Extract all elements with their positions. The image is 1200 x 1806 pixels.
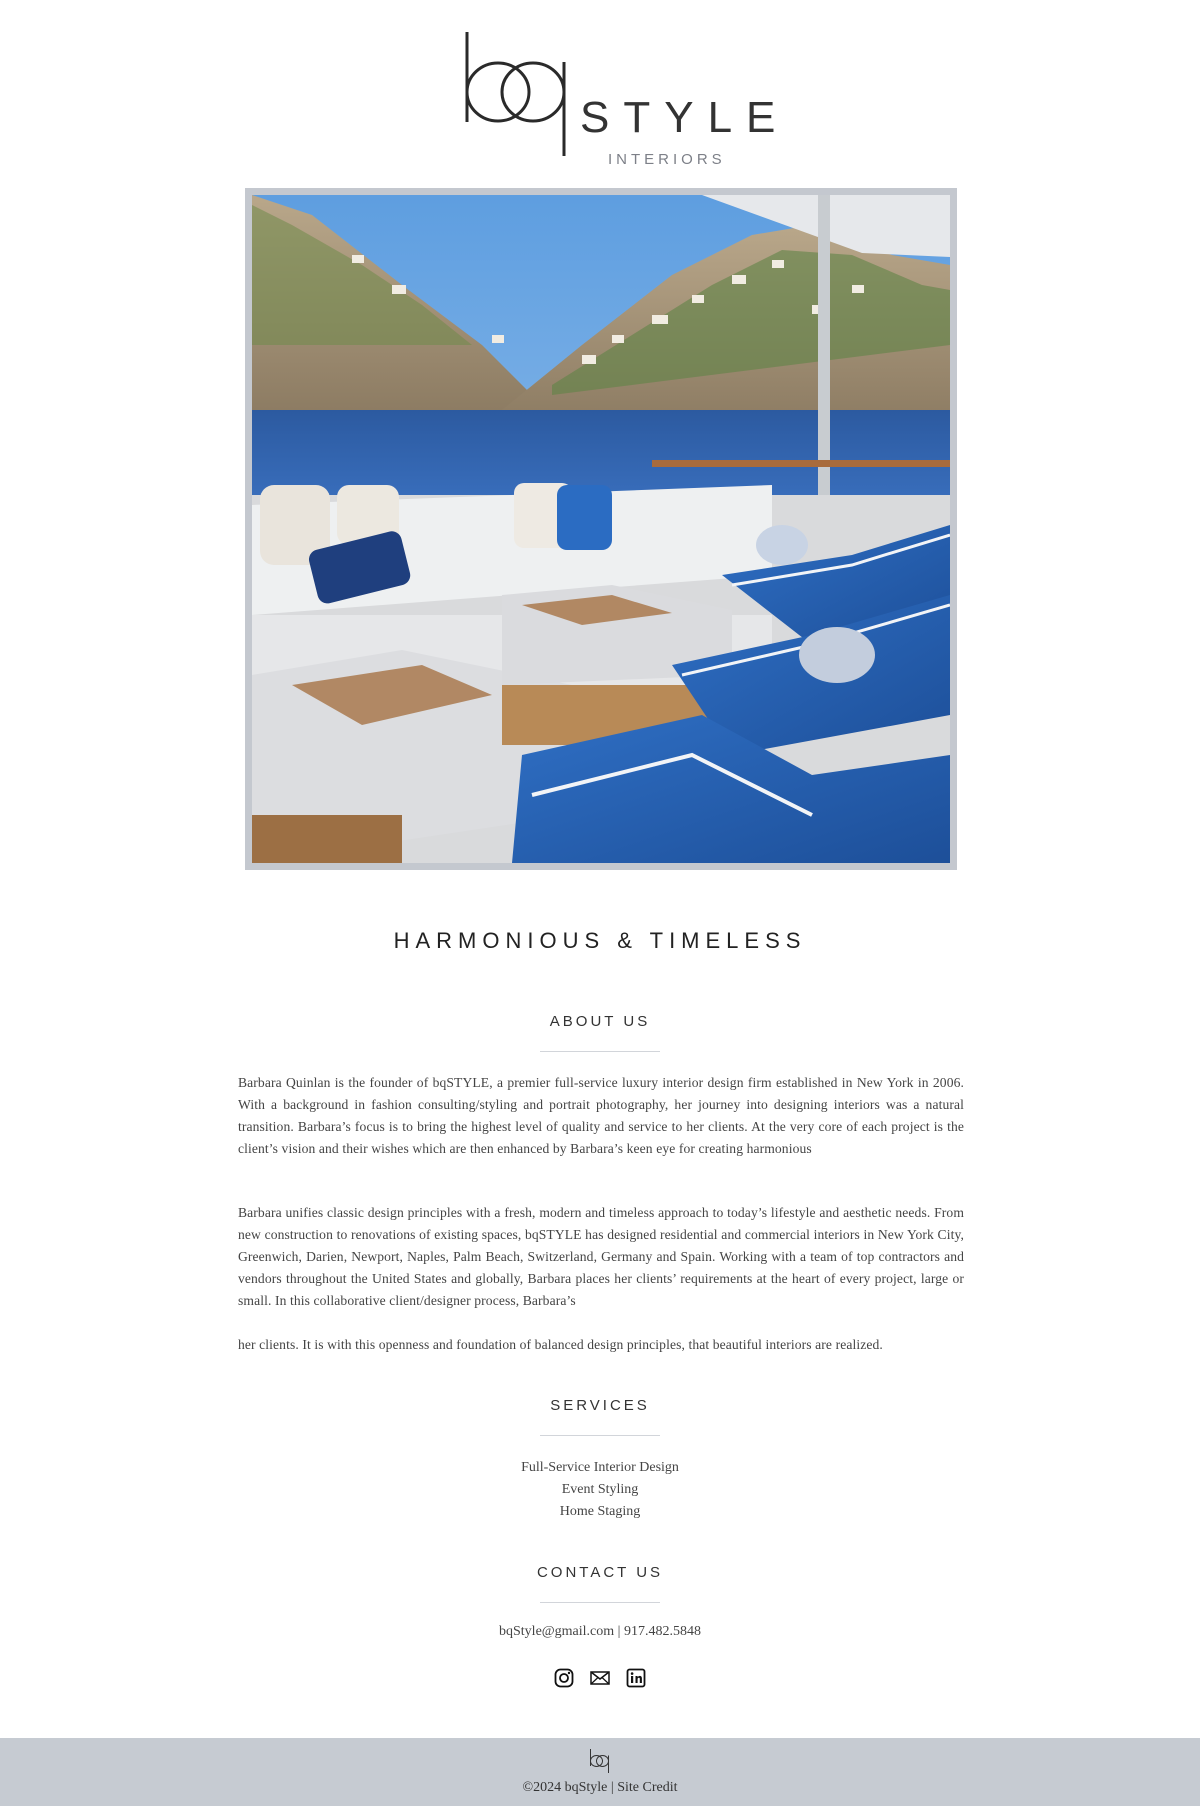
about-divider: [540, 1051, 660, 1052]
site-footer: [0, 1738, 1200, 1806]
services-list: [0, 1457, 1200, 1523]
service-item: Full-Service Interior Design: [521, 1460, 679, 1475]
instagram-link[interactable]: [554, 1668, 574, 1688]
brand-wordmark: STYLE: [580, 93, 790, 142]
contact-details: [0, 1624, 1200, 1640]
service-item: Event Styling: [561, 1482, 639, 1497]
contact-email[interactable]: bqStyle@gmail.com: [499, 1624, 615, 1639]
linkedin-icon: [626, 1668, 646, 1688]
site-credit-link[interactable]: Site Credit: [617, 1780, 678, 1795]
about-paragraph-1: Barbara Quinlan is the founder of bqSTYLE, a premier full-service luxury interior design firm established in New York in 2006. With a background in fashion consulting/styling and portrait photography, her journey into designing interiors was a natural transition. Barbara’s focus is to bring the highest level of quality and service to her clients. At the very core of each project is the client’s vision and their wishes which are then enhanced by Barbara’s keen eye for creating harmonious: [238, 1075, 964, 1156]
service-item: Home Staging: [559, 1504, 641, 1519]
bq-monogram-icon: [462, 30, 580, 158]
contact-phone[interactable]: 917.482.5848: [623, 1624, 701, 1639]
hero-photo: [252, 195, 950, 863]
mail-icon: [590, 1668, 610, 1688]
bq-monogram-small-icon: [589, 1748, 611, 1774]
linkedin-link[interactable]: [626, 1668, 646, 1688]
instagram-icon: [554, 1668, 574, 1688]
brand-logo[interactable]: [462, 30, 790, 168]
footer-copyright: ©2024 bqStyle: [522, 1780, 608, 1795]
brand-subtitle: INTERIORS: [608, 151, 726, 168]
services-divider: [540, 1435, 660, 1436]
hero-image-frame: [245, 188, 957, 870]
services-title: SERVICES: [550, 1397, 650, 1414]
page-tagline: HARMONIOUS & TIMELESS: [393, 928, 807, 953]
email-link[interactable]: [590, 1668, 610, 1688]
footer-text: [0, 1780, 1200, 1796]
social-links: [0, 1668, 1200, 1688]
about-title: ABOUT US: [549, 1013, 651, 1030]
about-paragraph-3: her clients. It is with this openness and foundation of balanced design principles, that beautiful interiors are realized.: [238, 1337, 883, 1352]
contact-separator: |: [617, 1624, 621, 1639]
footer-separator: |: [610, 1780, 614, 1795]
contact-title: CONTACT US: [536, 1564, 664, 1581]
contact-divider: [540, 1602, 660, 1603]
about-paragraph-2: Barbara unifies classic design principles with a fresh, modern and timeless approach to today’s lifestyle and aesthetic needs. From new construction to renovations of existing spaces, bqSTYLE has designed residential and commercial interiors in New York City, Greenwich, Darien, Newport, Naples, Palm Beach, Switzerland, Germany and Spain. Working with a team of top contractors and vendors throughout the United States and globally, Barbara places her clients’ requirements at the heart of every project, large or small. In this collaborative client/designer process, Barbara’s: [238, 1205, 964, 1308]
